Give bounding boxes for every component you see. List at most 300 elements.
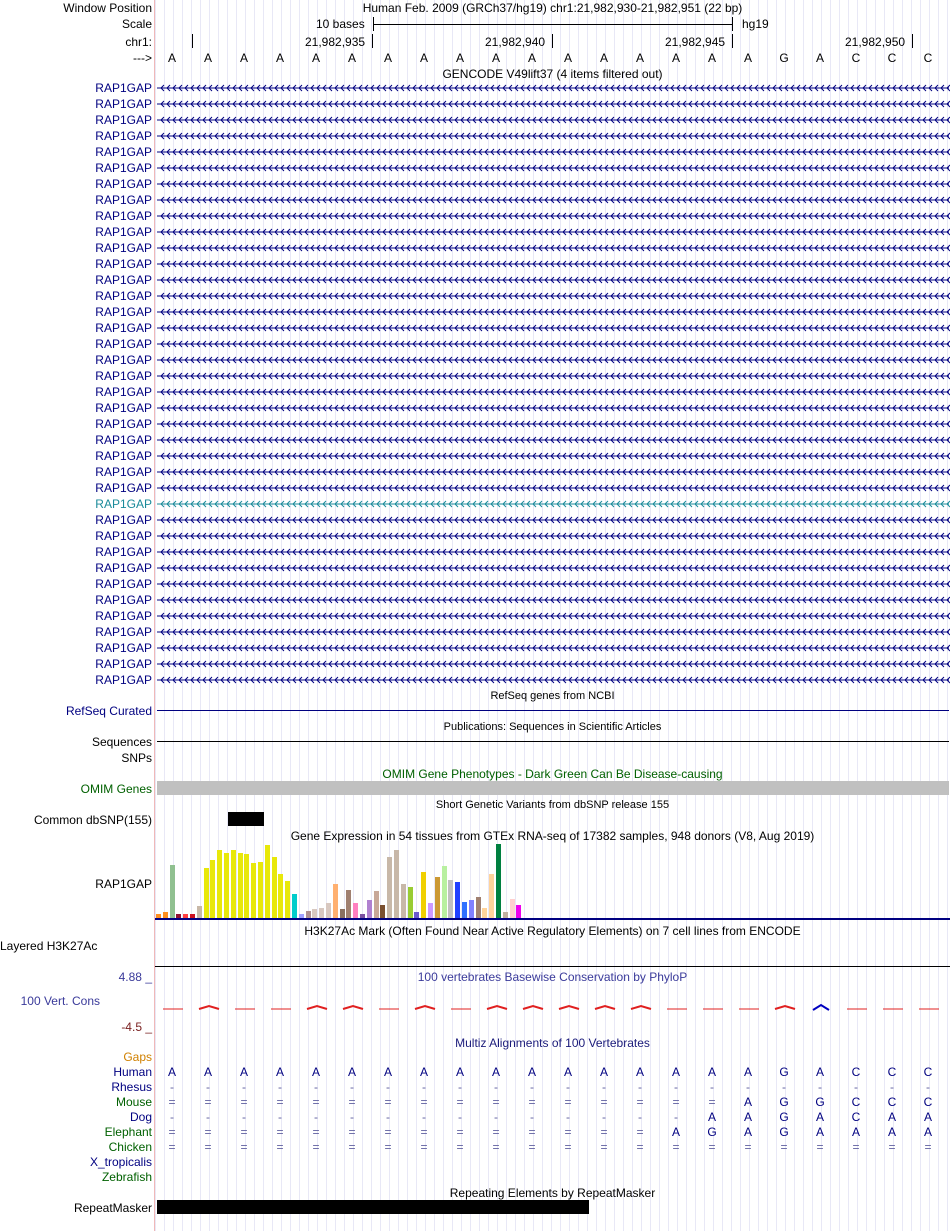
multiz-base: = — [780, 1140, 788, 1154]
scale-label: Scale — [121, 17, 152, 31]
gencode-transcript-line[interactable] — [157, 308, 950, 316]
multiz-base: - — [206, 1110, 210, 1124]
multiz-base: - — [242, 1110, 246, 1124]
gencode-transcript-line[interactable] — [157, 276, 950, 284]
publications-snps-label[interactable]: SNPs — [121, 751, 152, 765]
multiz-base: A — [887, 1125, 896, 1139]
multiz-base: A — [455, 1065, 464, 1079]
gencode-track-title[interactable]: GENCODE V49lift37 (4 items filtered out) — [442, 67, 663, 81]
multiz-base: = — [420, 1095, 428, 1109]
base-letter: A — [527, 51, 536, 65]
base-letter: A — [815, 51, 824, 65]
phylop-track-title[interactable]: 100 vertebrates Basewise Conservation by PhyloP — [417, 970, 688, 984]
multiz-species-label[interactable]: Zebrafish — [101, 1170, 152, 1184]
gtex-tissue-bar[interactable] — [428, 903, 433, 918]
multiz-base: = — [564, 1095, 572, 1109]
scale-bar-left-tick — [373, 17, 374, 31]
multiz-species-label[interactable]: Elephant — [104, 1125, 152, 1139]
gtex-tissue-bar[interactable] — [516, 905, 521, 918]
gencode-transcript-line[interactable] — [157, 580, 950, 588]
multiz-base: - — [350, 1110, 354, 1124]
multiz-base: - — [458, 1080, 462, 1094]
phylop-mark — [775, 1006, 795, 1009]
multiz-base: = — [564, 1140, 572, 1154]
omim-track-bar[interactable] — [157, 781, 949, 795]
h3k27ac-baseline — [155, 966, 950, 967]
gencode-transcript-label[interactable]: RAP1GAP — [95, 657, 152, 671]
multiz-track-title[interactable]: Multiz Alignments of 100 Vertebrates — [455, 1036, 650, 1050]
multiz-base: = — [204, 1140, 212, 1154]
multiz-base: A — [923, 1125, 932, 1139]
multiz-base: - — [494, 1080, 498, 1094]
h3k27ac-label[interactable]: Layered H3K27Ac — [0, 939, 98, 953]
gencode-transcript-label[interactable]: RAP1GAP — [95, 81, 152, 95]
multiz-base: G — [815, 1095, 825, 1109]
gencode-transcript-line[interactable] — [157, 372, 950, 380]
gtex-tissue-bar[interactable] — [374, 891, 379, 918]
gencode-transcript-line[interactable] — [157, 660, 950, 668]
gencode-transcript-line[interactable] — [157, 612, 950, 620]
base-letter: A — [707, 51, 716, 65]
multiz-base: - — [602, 1110, 606, 1124]
multiz-base: A — [671, 1125, 680, 1139]
gtex-tissue-bar[interactable] — [448, 880, 453, 918]
gencode-transcript-line[interactable] — [157, 596, 950, 604]
gencode-transcript-label[interactable]: RAP1GAP — [95, 401, 152, 415]
multiz-base: = — [744, 1140, 752, 1154]
gencode-transcript-label[interactable]: RAP1GAP — [95, 177, 152, 191]
gencode-transcript-line[interactable] — [157, 564, 950, 572]
gencode-transcript-line[interactable] — [157, 340, 950, 348]
multiz-species-label[interactable]: Dog — [129, 1110, 152, 1124]
gtex-tissue-bar[interactable] — [421, 872, 426, 918]
gencode-transcript-line[interactable] — [157, 260, 950, 268]
multiz-species-label[interactable]: X_tropicalis — [89, 1155, 152, 1169]
gencode-transcript-label[interactable]: RAP1GAP — [95, 529, 152, 543]
multiz-base: = — [348, 1140, 356, 1154]
gencode-transcript-line[interactable] — [157, 404, 950, 412]
phylop-mark — [631, 1006, 651, 1009]
multiz-base: = — [276, 1095, 284, 1109]
gencode-transcript-label[interactable]: RAP1GAP — [95, 273, 152, 287]
multiz-base: C — [923, 1095, 933, 1109]
base-letter: G — [779, 51, 789, 65]
multiz-base: - — [926, 1080, 930, 1094]
gtex-track-title[interactable]: Gene Expression in 54 tissues from GTEx RNA-seq of 17382 samples, 948 donors (V8, Aug 2019) — [290, 829, 815, 843]
gencode-transcript-line[interactable] — [157, 228, 950, 236]
gencode-transcript-label[interactable]: RAP1GAP — [95, 449, 152, 463]
multiz-base: = — [600, 1140, 608, 1154]
gencode-transcript-label[interactable]: RAP1GAP — [95, 257, 152, 271]
gtex-tissue-bar[interactable] — [476, 897, 481, 918]
multiz-base: A — [743, 1125, 752, 1139]
multiz-base: - — [278, 1080, 282, 1094]
gencode-transcript-line[interactable] — [157, 116, 950, 124]
gtex-tissue-bar[interactable] — [217, 850, 222, 918]
gtex-tissue-bar[interactable] — [306, 911, 311, 918]
multiz-base: - — [674, 1110, 678, 1124]
scale-bar — [373, 24, 733, 25]
multiz-base: - — [530, 1110, 534, 1124]
multiz-base: - — [422, 1110, 426, 1124]
multiz-base: = — [492, 1140, 500, 1154]
gtex-tissue-bar[interactable] — [367, 900, 372, 918]
phylop-mark — [199, 1006, 219, 1009]
multiz-base: C — [887, 1095, 897, 1109]
gtex-tissue-bar[interactable] — [224, 853, 229, 918]
gencode-transcript-line[interactable] — [157, 452, 950, 460]
phylop-mark — [559, 1006, 579, 1009]
gencode-transcript-line[interactable] — [157, 532, 950, 540]
gencode-transcript-label[interactable]: RAP1GAP — [95, 417, 152, 431]
multiz-base: - — [170, 1080, 174, 1094]
h3k27ac-track-title[interactable]: H3K27Ac Mark (Often Found Near Active Regulatory Elements) on 7 cell lines from ENCODE — [304, 924, 801, 938]
multiz-base: A — [311, 1065, 320, 1079]
gencode-transcript-line[interactable] — [157, 388, 950, 396]
gencode-transcript-label[interactable]: RAP1GAP — [95, 209, 152, 223]
gencode-transcript-label[interactable]: RAP1GAP — [95, 369, 152, 383]
multiz-species-label[interactable]: Rhesus — [111, 1080, 152, 1094]
multiz-base: = — [204, 1095, 212, 1109]
multiz-gaps-label[interactable]: Gaps — [123, 1050, 152, 1064]
multiz-base: A — [671, 1065, 680, 1079]
gencode-transcript-label[interactable]: RAP1GAP — [95, 673, 152, 687]
multiz-species-label[interactable]: Mouse — [115, 1095, 152, 1109]
multiz-base: = — [384, 1095, 392, 1109]
gtex-tissue-bar[interactable] — [387, 857, 392, 918]
base-letter: C — [851, 51, 861, 65]
dbsnp-label[interactable]: Common dbSNP(155) — [33, 813, 152, 827]
gtex-tissue-bar[interactable] — [278, 874, 283, 918]
gtex-tissue-bar[interactable] — [258, 862, 263, 918]
multiz-base: = — [708, 1095, 716, 1109]
gtex-tissue-bar[interactable] — [285, 881, 290, 918]
gencode-transcript-line[interactable] — [157, 148, 950, 156]
base-letter: A — [671, 51, 680, 65]
gtex-tissue-bar[interactable] — [408, 887, 413, 918]
gencode-transcript-line[interactable] — [157, 468, 950, 476]
repeatmasker-element[interactable] — [157, 1200, 589, 1214]
scale-text: 10 bases — [316, 17, 365, 31]
multiz-base: C — [851, 1095, 861, 1109]
multiz-base: = — [240, 1125, 248, 1139]
multiz-base: = — [816, 1140, 824, 1154]
gencode-transcript-line[interactable] — [157, 484, 950, 492]
repeatmasker-label[interactable]: RepeatMasker — [73, 1201, 152, 1215]
gencode-transcript-line[interactable] — [157, 516, 950, 524]
base-letter: A — [635, 51, 644, 65]
gencode-transcript-label[interactable]: RAP1GAP — [95, 193, 152, 207]
gencode-transcript-line[interactable] — [157, 292, 950, 300]
gencode-transcript-label[interactable]: RAP1GAP — [95, 625, 152, 639]
base-letter: A — [311, 51, 320, 65]
base-letter: A — [743, 51, 752, 65]
gtex-tissue-bar[interactable] — [312, 909, 317, 918]
phylop-mark — [523, 1006, 543, 1009]
refseq-track-title[interactable]: RefSeq genes from NCBI — [490, 690, 615, 702]
gtex-tissue-bar[interactable] — [394, 850, 399, 918]
gencode-transcript-label[interactable]: RAP1GAP — [95, 561, 152, 575]
multiz-base: - — [566, 1110, 570, 1124]
multiz-base: = — [492, 1125, 500, 1139]
refseq-label[interactable]: RefSeq Curated — [65, 704, 152, 718]
multiz-base: - — [314, 1110, 318, 1124]
multiz-base: = — [672, 1140, 680, 1154]
base-letter: A — [599, 51, 608, 65]
multiz-base: A — [527, 1065, 536, 1079]
gencode-transcript-line[interactable] — [157, 420, 950, 428]
gencode-transcript-line[interactable] — [157, 500, 950, 508]
phylop-label[interactable]: 100 Vert. Cons — [20, 994, 100, 1008]
gencode-transcript-line[interactable] — [157, 100, 950, 108]
gencode-transcript-label[interactable]: RAP1GAP — [95, 641, 152, 655]
gencode-transcript-label[interactable]: RAP1GAP — [95, 289, 152, 303]
gtex-tissue-bar[interactable] — [401, 884, 406, 918]
gtex-tissue-bar[interactable] — [346, 890, 351, 918]
coord-label: 21,982,950 — [845, 35, 906, 49]
phylop-mark — [343, 1006, 363, 1009]
gencode-transcript-label[interactable]: RAP1GAP — [95, 337, 152, 351]
multiz-base: C — [923, 1065, 933, 1079]
multiz-base: = — [636, 1140, 644, 1154]
gencode-transcript-line[interactable] — [157, 244, 950, 252]
gtex-tissue-bar[interactable] — [462, 902, 467, 918]
multiz-base: A — [707, 1110, 716, 1124]
multiz-base: - — [890, 1080, 894, 1094]
gencode-transcript-label[interactable]: RAP1GAP — [95, 225, 152, 239]
multiz-base: = — [204, 1125, 212, 1139]
multiz-base: = — [456, 1125, 464, 1139]
gencode-transcript-label[interactable]: RAP1GAP — [95, 513, 152, 527]
multiz-base: = — [456, 1140, 464, 1154]
gencode-transcript-label[interactable]: RAP1GAP — [95, 385, 152, 399]
gtex-tissue-bar[interactable] — [353, 903, 358, 918]
gencode-transcript-label[interactable]: RAP1GAP — [95, 241, 152, 255]
gencode-transcript-line[interactable] — [157, 212, 950, 220]
multiz-base: - — [710, 1080, 714, 1094]
gencode-transcript-line[interactable] — [157, 84, 950, 92]
gtex-tissue-bar[interactable] — [170, 865, 175, 918]
multiz-base: = — [420, 1125, 428, 1139]
coord-tick — [192, 34, 193, 48]
omim-label[interactable]: OMIM Genes — [80, 782, 152, 796]
gtex-label[interactable]: RAP1GAP — [95, 877, 152, 891]
gencode-transcript-label[interactable]: RAP1GAP — [95, 609, 152, 623]
multiz-base: A — [491, 1065, 500, 1079]
phylop-wiggle[interactable] — [155, 996, 950, 1026]
dbsnp-variant[interactable] — [228, 812, 264, 826]
multiz-species-label[interactable]: Human — [113, 1065, 152, 1079]
multiz-base: A — [599, 1065, 608, 1079]
gtex-tissue-bar[interactable] — [482, 908, 487, 918]
gencode-transcript-label[interactable]: RAP1GAP — [95, 433, 152, 447]
multiz-base: - — [674, 1080, 678, 1094]
phylop-mark — [415, 1006, 435, 1009]
multiz-base: A — [635, 1065, 644, 1079]
multiz-base: A — [743, 1110, 752, 1124]
gtex-tissue-bar[interactable] — [333, 884, 338, 918]
gtex-tissue-bar[interactable] — [238, 853, 243, 918]
gencode-transcript-line[interactable] — [157, 436, 950, 444]
chrom-label: chr1: — [125, 35, 152, 49]
publications-sequences-label[interactable]: Sequences — [91, 735, 152, 749]
multiz-base: = — [312, 1125, 320, 1139]
multiz-base: = — [312, 1095, 320, 1109]
gencode-transcript-label[interactable]: RAP1GAP — [95, 481, 152, 495]
multiz-base: = — [168, 1095, 176, 1109]
repeatmasker-track-title[interactable]: Repeating Elements by RepeatMasker — [449, 1186, 656, 1200]
publications-track-line[interactable] — [157, 741, 949, 742]
multiz-base: - — [494, 1110, 498, 1124]
gencode-transcript-line[interactable] — [157, 324, 950, 332]
multiz-base: = — [528, 1095, 536, 1109]
multiz-base: = — [348, 1125, 356, 1139]
gencode-transcript-line[interactable] — [157, 628, 950, 636]
multiz-species-label[interactable]: Chicken — [108, 1140, 152, 1154]
gtex-tissue-bar[interactable] — [265, 845, 270, 918]
multiz-base: C — [887, 1065, 897, 1079]
multiz-base: A — [239, 1065, 248, 1079]
multiz-base: - — [566, 1080, 570, 1094]
gencode-transcript-line[interactable] — [157, 164, 950, 172]
gencode-transcript-label[interactable]: RAP1GAP — [95, 97, 152, 111]
multiz-base: = — [600, 1095, 608, 1109]
gtex-tissue-bar[interactable] — [231, 850, 236, 918]
coord-tick — [912, 34, 913, 48]
scale-db: hg19 — [742, 17, 769, 31]
multiz-base: A — [923, 1110, 932, 1124]
multiz-base: A — [887, 1110, 896, 1124]
gencode-transcript-label[interactable]: RAP1GAP — [95, 545, 152, 559]
multiz-base: A — [167, 1065, 176, 1079]
gencode-transcript-label[interactable]: RAP1GAP — [95, 593, 152, 607]
gtex-tissue-bar[interactable] — [292, 894, 297, 918]
multiz-base: - — [206, 1080, 210, 1094]
gtex-tissue-bar[interactable] — [510, 899, 515, 918]
multiz-base: = — [924, 1140, 932, 1154]
gencode-transcript-label[interactable]: RAP1GAP — [95, 129, 152, 143]
gtex-tissue-bar[interactable] — [319, 908, 324, 918]
phylop-min: -4.5 _ — [121, 1020, 152, 1034]
multiz-base: - — [638, 1110, 642, 1124]
phylop-mark — [487, 1006, 507, 1009]
multiz-base: = — [168, 1125, 176, 1139]
multiz-base: - — [854, 1080, 858, 1094]
multiz-base: = — [312, 1140, 320, 1154]
gtex-tissue-bar[interactable] — [204, 868, 209, 918]
gtex-tissue-bar[interactable] — [469, 900, 474, 918]
multiz-base: = — [672, 1095, 680, 1109]
gtex-tissue-bar[interactable] — [380, 905, 385, 918]
gtex-tissue-bar[interactable] — [326, 903, 331, 918]
gencode-transcript-label[interactable]: RAP1GAP — [95, 321, 152, 335]
gtex-tissue-bar[interactable] — [496, 844, 501, 918]
gtex-tissue-bar[interactable] — [340, 909, 345, 918]
multiz-base: A — [851, 1125, 860, 1139]
gencode-transcript-line[interactable] — [157, 356, 950, 364]
phylop-max: 4.88 _ — [118, 970, 152, 984]
multiz-base: - — [278, 1110, 282, 1124]
gtex-tissue-bar[interactable] — [442, 866, 447, 918]
coord-label: 21,982,940 — [485, 35, 546, 49]
multiz-base: - — [638, 1080, 642, 1094]
multiz-base: - — [818, 1080, 822, 1094]
multiz-base: - — [242, 1080, 246, 1094]
multiz-base: A — [203, 1065, 212, 1079]
base-letter: A — [167, 51, 176, 65]
multiz-base: = — [492, 1095, 500, 1109]
multiz-base: = — [528, 1125, 536, 1139]
multiz-base: - — [458, 1110, 462, 1124]
base-letter: A — [203, 51, 212, 65]
base-letter: A — [455, 51, 464, 65]
multiz-base: - — [602, 1080, 606, 1094]
gtex-tissue-bar[interactable] — [272, 857, 277, 918]
multiz-base: - — [530, 1080, 534, 1094]
gtex-tissue-bar[interactable] — [210, 860, 215, 918]
multiz-base: G — [779, 1110, 789, 1124]
gencode-transcript-line[interactable] — [157, 180, 950, 188]
multiz-base: = — [600, 1125, 608, 1139]
publications-track-title[interactable]: Publications: Sequences in Scientific Articles — [443, 721, 662, 733]
gencode-transcript-label[interactable]: RAP1GAP — [95, 145, 152, 159]
base-letter: A — [419, 51, 428, 65]
gencode-transcript-label[interactable]: RAP1GAP — [95, 577, 152, 591]
coord-tick — [732, 34, 733, 48]
window-position-label: Window Position — [63, 1, 152, 15]
gencode-transcript-label[interactable]: RAP1GAP — [95, 161, 152, 175]
gencode-transcript-line[interactable] — [157, 196, 950, 204]
dbsnp-track-title[interactable]: Short Genetic Variants from dbSNP release 155 — [435, 799, 670, 811]
gencode-transcript-line[interactable] — [157, 132, 950, 140]
gencode-transcript-label[interactable]: RAP1GAP — [95, 465, 152, 479]
gtex-tissue-bar[interactable] — [251, 863, 256, 918]
multiz-base: - — [386, 1110, 390, 1124]
gencode-transcript-label[interactable]: RAP1GAP — [95, 113, 152, 127]
gtex-tissue-bar[interactable] — [244, 854, 249, 918]
gtex-tissue-bar[interactable] — [455, 882, 460, 918]
gencode-transcript-label[interactable]: RAP1GAP — [95, 353, 152, 367]
base-letter: A — [275, 51, 284, 65]
multiz-base: A — [419, 1065, 428, 1079]
multiz-base: A — [815, 1065, 824, 1079]
multiz-base: G — [779, 1065, 789, 1079]
gtex-tissue-bar[interactable] — [435, 877, 440, 918]
gtex-baseline — [155, 918, 950, 920]
strand-label: ---> — [133, 51, 152, 65]
gencode-transcript-line[interactable] — [157, 548, 950, 556]
base-letter: A — [383, 51, 392, 65]
base-letter: A — [347, 51, 356, 65]
multiz-base: - — [170, 1110, 174, 1124]
gtex-tissue-bar[interactable] — [489, 874, 494, 918]
multiz-base: - — [422, 1080, 426, 1094]
multiz-base: A — [743, 1065, 752, 1079]
multiz-base: = — [636, 1095, 644, 1109]
gencode-transcript-line[interactable] — [157, 644, 950, 652]
gencode-transcript-label[interactable]: RAP1GAP — [95, 497, 152, 511]
gencode-transcript-line[interactable] — [157, 676, 950, 684]
omim-track-title[interactable]: OMIM Gene Phenotypes - Dark Green Can Be Disease-causing — [382, 767, 723, 781]
multiz-base: G — [779, 1095, 789, 1109]
multiz-base: A — [707, 1065, 716, 1079]
multiz-base: = — [852, 1140, 860, 1154]
refseq-track-line[interactable] — [157, 710, 949, 711]
gtex-tissue-bar[interactable] — [197, 906, 202, 918]
multiz-base: A — [815, 1125, 824, 1139]
gencode-transcript-label[interactable]: RAP1GAP — [95, 305, 152, 319]
multiz-base: A — [275, 1065, 284, 1079]
